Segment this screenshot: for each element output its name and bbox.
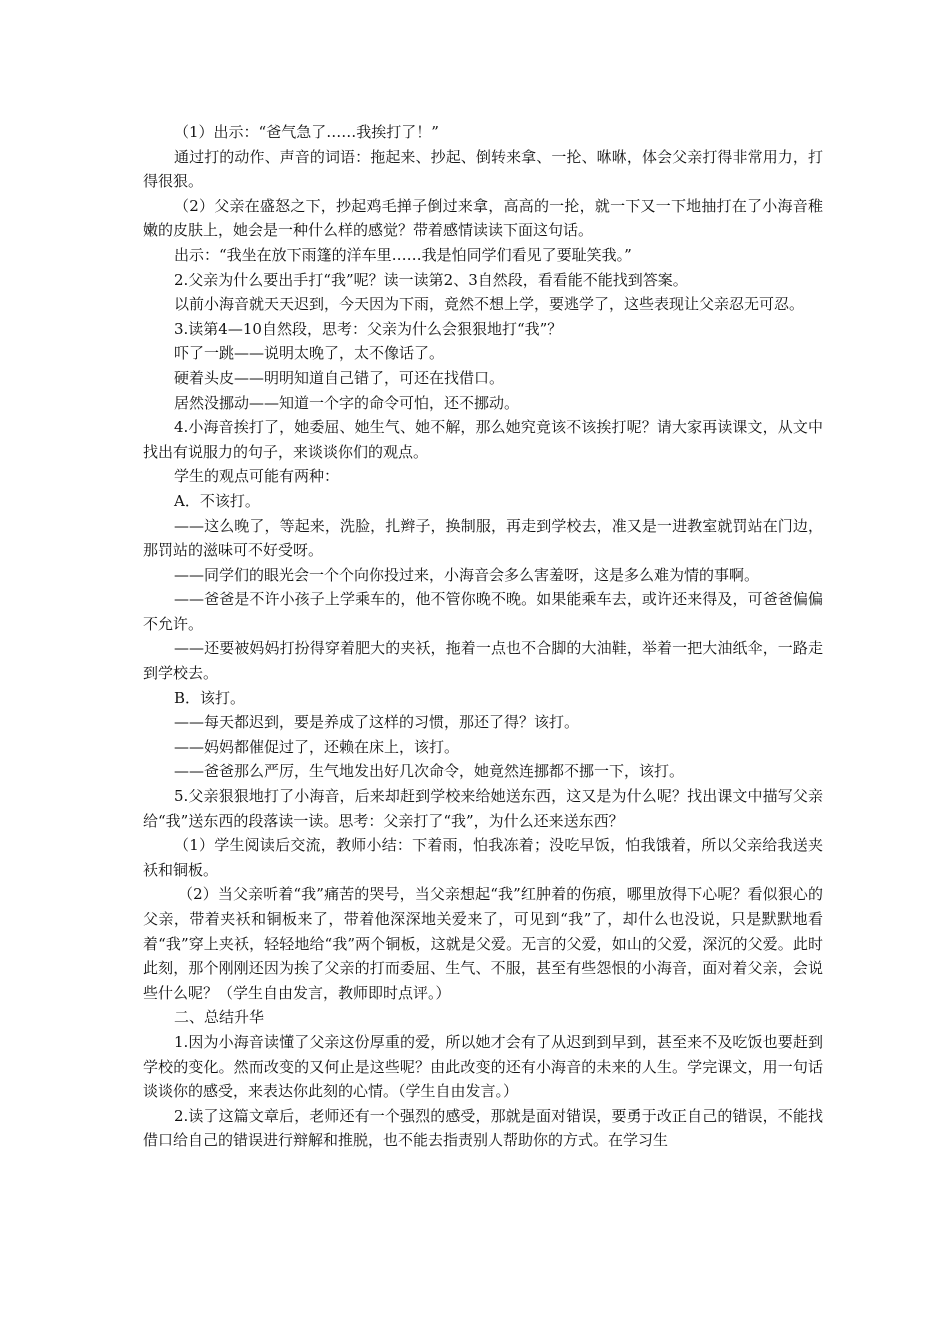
paragraph: ——爸爸是不许小孩子上学乘车的，他不管你晚不晚。如果能乘车去，或许还来得及，可爸爸偏偏不允许。 — [143, 590, 823, 633]
paragraph: 2.父亲为什么要出手打“我”呢？读一读第2、3自然段，看看能不能找到答案。 — [174, 270, 688, 289]
paragraph: ——每天都迟到，要是养成了这样的习惯，那还了得？该打。 — [174, 713, 580, 732]
paragraph: 吓了一跳——说明太晚了，太不像话了。 — [174, 344, 445, 363]
paragraph: 1.因为小海音读懂了父亲这份厚重的爱，所以她才会有了从迟到到早到，甚至来不及吃饭也要赶到学校的变化。然而改变的又何止是这些呢？由此改变的还有小海音的未来的人生。学完课文，用一句话谈谈你的感受，来表达你此刻的心情。（学生自由发言。） — [143, 1032, 823, 1101]
paragraph: 硬着头皮——明明知道自己错了，可还在找借口。 — [174, 368, 505, 387]
paragraph: （1）学生阅读后交流，教师小结：下着雨，怕我冻着；没吃早饭，怕我饿着，所以父亲给我送夹袄和铜板。 — [143, 836, 823, 879]
paragraph: ——同学们的眼光会一个个向你投过来，小海音会多么害羞呀，这是多么难为情的事啊。 — [174, 565, 760, 584]
section-heading: 二、总结升华 — [174, 1008, 265, 1027]
paragraph: 3.读第4—10自然段，思考：父亲为什么会狠狠地打“我”？ — [174, 319, 563, 338]
paragraph: （2）父亲在盛怒之下，抄起鸡毛掸子倒过来拿，高高的一抡，就一下又一下地抽打在了小海音稚嫩的皮肤上，她会是一种什么样的感觉？带着感情读读下面这句话。 — [143, 196, 823, 240]
paragraph: 通过打的动作、声音的词语：拖起来、抄起、倒转来拿、一抡、咻咻，体会父亲打得非常用力，打得很狠。 — [143, 147, 823, 191]
paragraph: ——还要被妈妈打扮得穿着肥大的夹袄，拖着一点也不合脚的大油鞋，举着一把大油纸伞，一路走到学校去。 — [143, 639, 823, 683]
document-body — [143, 120, 823, 1153]
paragraph: ——妈妈都催促过了，还赖在床上，该打。 — [174, 737, 460, 756]
paragraph: 出示：“我坐在放下雨篷的洋车里……我是怕同学们看见了要耻笑我。” — [174, 245, 632, 264]
paragraph: 5.父亲狠狠地打了小海音，后来却赶到学校来给她送东西，这又是为什么呢？找出课文中描写父亲给“我”送东西的段落读一读。思考：父亲打了“我”，为什么还来送东西？ — [143, 787, 823, 830]
paragraph: B．该打。 — [174, 688, 246, 707]
paragraph: 居然没挪动——知道一个字的命令可怕，还不挪动。 — [174, 393, 520, 412]
paragraph: 学生的观点可能有两种： — [174, 467, 340, 486]
paragraph: 以前小海音就天天迟到，今天因为下雨，竟然不想上学，要逃学了，这些表现让父亲忍无可忍。 — [174, 295, 805, 314]
paragraph: （2）当父亲听着“我”痛苦的哭号，当父亲想起“我”红肿着的伤痕，哪里放得下心呢？看似狠心的父亲，带着夹袄和铜板来了，带着他深深地关爱来了，可见到“我”了，却什么也没说，只是默默地看着“我”穿上夹袄，轻轻地给“我”两个铜板，这就是父爱。无言的父爱，如山的父爱，深沉的父爱。此时此刻，那个刚刚还因为挨了父亲的打而委屈、生气、不服，甚至有些怨恨的小海音，面对着父亲，会说些什么呢？（学生自由发言，教师即时点评。） — [143, 885, 823, 1002]
paragraph: （1）出示：“爸气急了……我挨打了！” — [174, 123, 439, 141]
paragraph: 2.读了这篇文章后，老师还有一个强烈的感受，那就是面对错误，要勇于改正自己的错误，不能找借口给自己的错误进行辩解和推脱，也不能去指责别人帮助你的方式。在学习生 — [143, 1106, 823, 1150]
paragraph: A．不该打。 — [174, 491, 260, 510]
paragraph: ——爸爸那么严厉，生气地发出好几次命令，她竟然连挪都不挪一下，该打。 — [174, 762, 685, 781]
paragraph: 4.小海音挨打了，她委屈、她生气、她不解，那么她究竟该不该挨打呢？请大家再读课文，从文中找出有说服力的句子，来谈谈你们的观点。 — [143, 418, 823, 461]
paragraph: ——这么晚了，等起来，洗脸，扎辫子，换制服，再走到学校去，准又是一进教室就罚站在门边，那罚站的滋味可不好受呀。 — [143, 516, 823, 560]
